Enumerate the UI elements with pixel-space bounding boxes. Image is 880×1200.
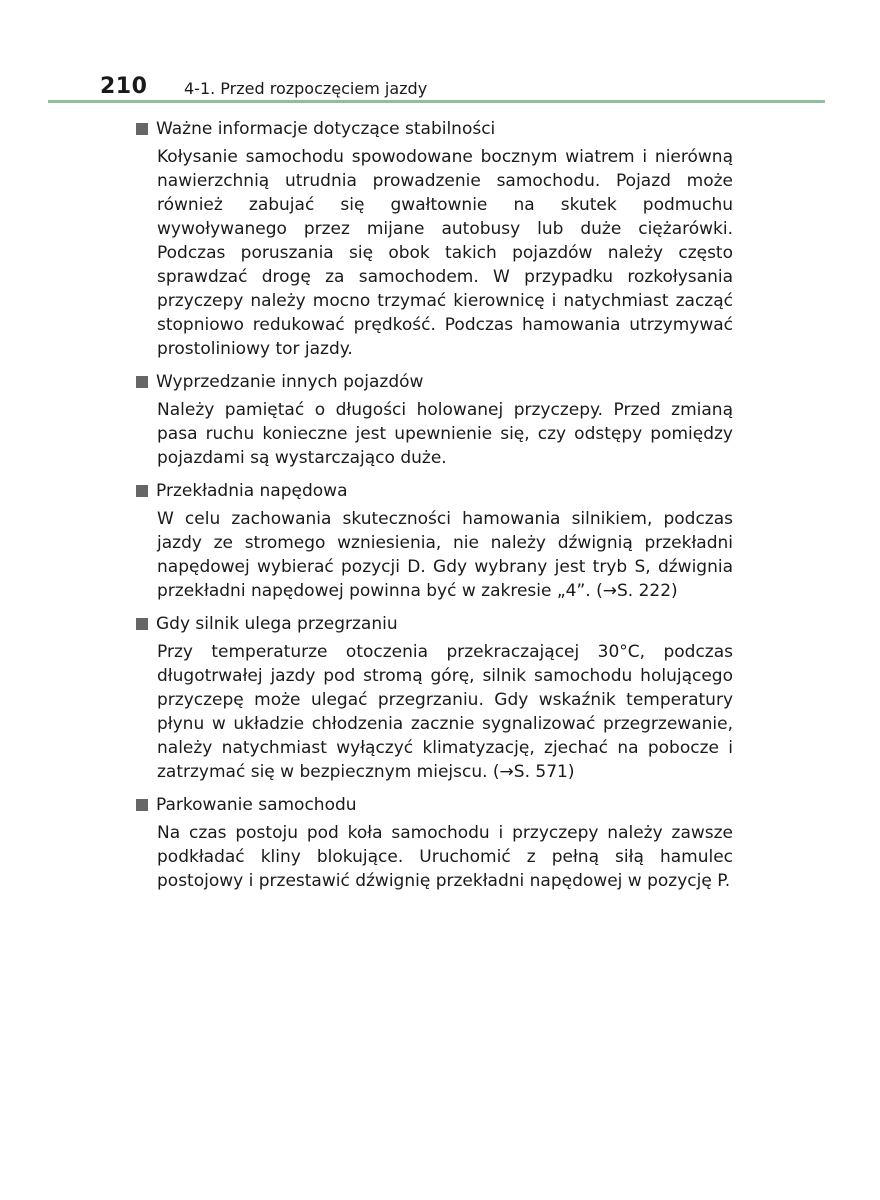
- section-heading-text: Przekładnia napędowa: [156, 481, 348, 501]
- square-bullet-icon: [136, 618, 148, 630]
- section-heading-text: Ważne informacje dotyczące stabilności: [156, 119, 496, 139]
- page-header: [100, 70, 825, 104]
- section-heading: [135, 117, 733, 141]
- section-stability: [135, 117, 733, 361]
- chapter-title: 4-1. Przed rozpoczęciem jazdy: [184, 79, 428, 98]
- square-bullet-icon: [136, 799, 148, 811]
- section-overheating: [135, 612, 733, 784]
- section-heading-text: Wyprzedzanie innych pojazdów: [156, 372, 424, 392]
- section-heading: [135, 793, 733, 817]
- section-heading: [135, 370, 733, 394]
- section-heading-text: Parkowanie samochodu: [156, 795, 357, 815]
- header-divider: [48, 100, 825, 103]
- square-bullet-icon: [136, 123, 148, 135]
- section-paragraph: W celu zachowania skuteczności hamowania silnikiem, podczas jazdy ze stromego wzniesienia, nie należy dźwignią przekładni napędowej wybierać pozycji D. Gdy wybrany jest tryb S, dźwignia przekładni napędowej powinna być w zakresie „4”. (→S. 222): [157, 509, 733, 601]
- section-heading: [135, 612, 733, 636]
- square-bullet-icon: [136, 376, 148, 388]
- page-number: 210: [100, 74, 148, 99]
- square-bullet-icon: [136, 485, 148, 497]
- section-overtaking: [135, 370, 733, 470]
- section-paragraph: Na czas postoju pod koła samochodu i przyczepy należy zawsze podkładać kliny blokujące. Uruchomić z pełną siłą hamulec postojowy i przestawić dźwignię przekładni napędowej w pozycję P.: [157, 823, 733, 891]
- section-paragraph: Należy pamiętać o długości holowanej przyczepy. Przed zmianą pasa ruchu konieczne jest upewnienie się, czy odstępy pomiędzy pojazdami są wystarczająco duże.: [157, 400, 733, 468]
- section-paragraph: Kołysanie samochodu spowodowane bocznym wiatrem i nierówną nawierzchnią utrudnia prowadzenie samochodu. Pojazd może również zabujać się gwałtownie na skutek podmuchu wywoływanego przez mijane autobusy lub duże ciężarówki. Podczas poruszania się obok takich pojazdów należy często sprawdzać drogę za samochodem. W przypadku rozkołysania przyczepy należy mocno trzymać kierownicę i natychmiast zacząć stopniowo redukować prędkość. Podczas hamowania utrzymywać prostoliniowy tor jazdy.: [157, 147, 733, 359]
- section-heading: [135, 479, 733, 503]
- section-parking: [135, 793, 733, 893]
- page-content: [135, 117, 733, 902]
- section-transmission: [135, 479, 733, 603]
- section-heading-text: Gdy silnik ulega przegrzaniu: [156, 614, 398, 634]
- section-paragraph: Przy temperaturze otoczenia przekraczającej 30°C, podczas długotrwałej jazdy pod stromą górę, silnik samochodu holującego przyczepę może ulegać przegrzaniu. Gdy wskaźnik temperatury płynu w układzie chłodzenia zacznie sygnalizować przegrzewanie, należy natychmiast wyłączyć klimatyzację, zjechać na pobocze i zatrzymać się w bezpiecznym miejscu. (→S. 571): [157, 642, 733, 782]
